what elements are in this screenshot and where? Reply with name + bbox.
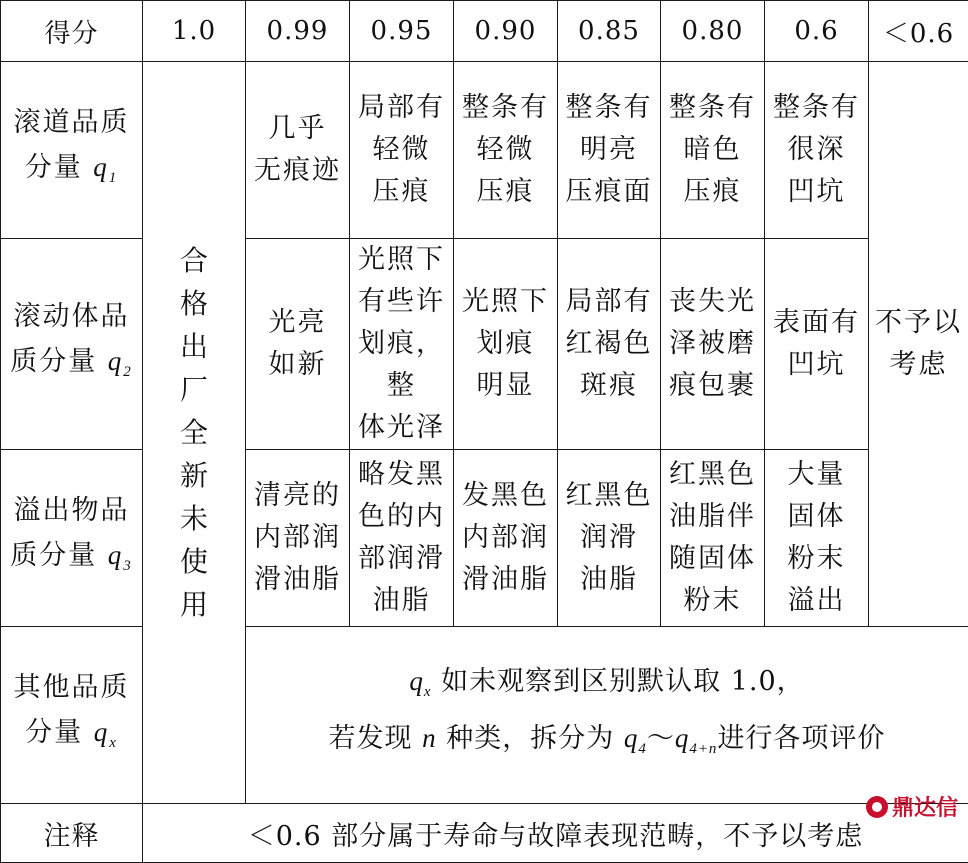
footer-row	[1, 804, 968, 863]
cell-text-line: 体光泽	[358, 412, 445, 443]
cell-text-line: 粉末	[788, 543, 846, 574]
cell-text-line: 发黑色	[462, 480, 549, 511]
cell-text-line: 整条有	[669, 92, 756, 123]
quantity-subscript: 2	[123, 364, 133, 380]
score-header: 0.6	[765, 1, 869, 62]
note-sub: x	[424, 684, 432, 700]
header-label: 得分	[1, 1, 143, 62]
quantity-subscript: 1	[109, 170, 119, 186]
table-cell	[558, 239, 661, 450]
table-cell	[661, 239, 765, 450]
cell-text-line: 随固体	[669, 543, 756, 574]
cell-text-line: 压痕	[373, 176, 431, 207]
score-header: 0.80	[661, 1, 765, 62]
logo-seal-icon	[866, 796, 888, 818]
cell-text-line: 整条有	[566, 92, 653, 123]
row-label-line1: 其他品质	[14, 672, 130, 703]
row-label-line2: 质分量	[10, 346, 108, 377]
new-unused-cell	[143, 62, 246, 804]
cell-text-line: 红褐色	[566, 328, 653, 359]
cell-text-line: 油脂伴	[669, 501, 756, 532]
cell-text-line: 滑油脂	[254, 564, 341, 595]
table-cell	[661, 450, 765, 627]
note-text: 进行各项评价	[717, 723, 885, 754]
note-var: q	[675, 723, 690, 753]
cell-text-line: 部润滑	[358, 543, 445, 574]
cell-text-line: 大量	[788, 459, 846, 490]
vertical-char: 全	[143, 411, 245, 454]
quantity-symbol: q	[94, 717, 110, 747]
cell-text-line: 整条有	[773, 92, 860, 123]
cell-text-line: 固体	[788, 501, 846, 532]
cell-text-line: 色的内	[358, 501, 445, 532]
score-header: 1.0	[143, 1, 246, 62]
cell-text-line: 凹坑	[788, 176, 846, 207]
cell-text-line: 明亮	[580, 134, 638, 165]
footer-label: 注释	[1, 804, 143, 863]
cell-text-line: 略发黑	[358, 459, 445, 490]
cell-text-line: 泽被磨	[669, 328, 756, 359]
quantity-symbol: q	[93, 152, 109, 182]
score-header: 0.90	[454, 1, 558, 62]
other-note	[246, 627, 968, 804]
note-text: 种类，拆分为	[437, 723, 624, 754]
cell-text-line: 红黑色	[566, 480, 653, 511]
note-sub: 4+n	[689, 741, 717, 757]
vertical-char: 合	[143, 239, 245, 282]
cell-text-line: 滑油脂	[462, 564, 549, 595]
cell-text-line: 丧失光	[669, 286, 756, 317]
row-label	[1, 239, 143, 450]
footer-text: ＜0.6 部分属于寿命与故障表现范畴，不予以考虑	[143, 804, 968, 863]
vertical-char: 未	[143, 497, 245, 540]
cell-text-line: 压痕	[477, 176, 535, 207]
cell-text-line: 斑痕	[580, 370, 638, 401]
row-label-line1: 溢出物品	[14, 495, 130, 526]
table-cell	[454, 450, 558, 627]
row-label-other	[1, 627, 143, 804]
cell-text-line: 内部润	[254, 522, 341, 553]
cell-text-line: 轻微	[373, 134, 431, 165]
quantity-symbol: q	[108, 346, 124, 376]
table-cell	[454, 239, 558, 450]
cell-text-line: 粉末	[684, 585, 742, 616]
note-var: n	[422, 723, 437, 753]
cell-text-line: 光亮	[269, 307, 327, 338]
cell-text-line: 几乎	[269, 113, 327, 144]
score-header: ＜0.6	[869, 1, 968, 62]
row-label-line1: 滚道品质	[14, 107, 130, 138]
score-header: 0.85	[558, 1, 661, 62]
cell-text-line: 红黑色	[669, 459, 756, 490]
table-cell	[765, 62, 869, 239]
cell-text-line: 压痕面	[566, 176, 653, 207]
cell-text-line: 润滑	[580, 522, 638, 553]
row-label-line2: 质分量	[10, 540, 108, 571]
cell-text-line: 轻微	[477, 134, 535, 165]
cell-text-line: 划痕，整	[358, 328, 445, 401]
vertical-char: 格	[143, 282, 245, 325]
row-label-line1: 滚动体品	[14, 301, 130, 332]
score-header: 0.99	[246, 1, 350, 62]
vertical-char: 厂	[143, 368, 245, 411]
table-row	[1, 62, 968, 239]
note-text: 若发现	[329, 723, 423, 754]
cell-text-line: 痕包裹	[669, 370, 756, 401]
table-cell	[661, 62, 765, 239]
cell-text-line: 表面有	[773, 307, 860, 338]
table-cell	[558, 62, 661, 239]
score-header: 0.95	[350, 1, 454, 62]
row-label	[1, 62, 143, 239]
cell-text-line: 有些许	[358, 286, 445, 317]
note-sub: 4	[638, 741, 647, 757]
note-text: ～	[647, 723, 675, 754]
cell-text-line: 内部润	[462, 522, 549, 553]
cell-text-line: 油脂	[373, 585, 431, 616]
cell-text-line: 清亮的	[254, 480, 341, 511]
table-cell	[454, 62, 558, 239]
watermark-logo	[866, 791, 958, 822]
cell-text-line: 局部有	[566, 286, 653, 317]
row-label-line2: 分量	[25, 717, 94, 748]
table-cell	[765, 450, 869, 627]
table-cell	[246, 239, 350, 450]
vertical-char: 新	[143, 454, 245, 497]
cell-text-line: 如新	[269, 349, 327, 380]
vertical-char: 使	[143, 540, 245, 583]
table-cell	[558, 450, 661, 627]
cell-text-line: 局部有	[358, 92, 445, 123]
row-label	[1, 450, 143, 627]
note-var: q	[624, 723, 639, 753]
cell-text-line: 暗色	[684, 134, 742, 165]
table-cell	[350, 62, 454, 239]
cell-text-line: 溢出	[788, 585, 846, 616]
cell-text-line: 无痕迹	[254, 155, 341, 186]
watermark-text: 鼎达信	[892, 791, 958, 822]
note-text: 如未观察到区别默认取 1.0，	[432, 666, 805, 697]
note-var: q	[409, 666, 424, 696]
table-cell	[246, 62, 350, 239]
header-row	[1, 1, 968, 62]
cell-text-line: 光照下	[462, 286, 549, 317]
cell-text-line: 整条有	[462, 92, 549, 123]
cell-text-line: 光照下	[358, 244, 445, 275]
cell-text-line: 油脂	[580, 564, 638, 595]
cell-text-line: 压痕	[684, 176, 742, 207]
table-cell	[765, 239, 869, 450]
cell-text-line: 凹坑	[788, 349, 846, 380]
cell-text-line: 考虑	[890, 349, 948, 380]
cell-text-line: 不予以	[875, 307, 962, 338]
row-label-line2: 分量	[25, 152, 94, 183]
cell-text-line: 明显	[477, 370, 535, 401]
table-cell	[246, 450, 350, 627]
cell-text-line: 划痕	[477, 328, 535, 359]
table-cell	[350, 239, 454, 450]
not-considered-cell	[869, 62, 968, 627]
vertical-char: 用	[143, 583, 245, 626]
quantity-subscript: x	[109, 735, 118, 751]
cell-text-line: 很深	[788, 134, 846, 165]
table-cell	[350, 450, 454, 627]
vertical-char: 出	[143, 325, 245, 368]
quantity-symbol: q	[108, 540, 124, 570]
quantity-subscript: 3	[123, 558, 133, 574]
